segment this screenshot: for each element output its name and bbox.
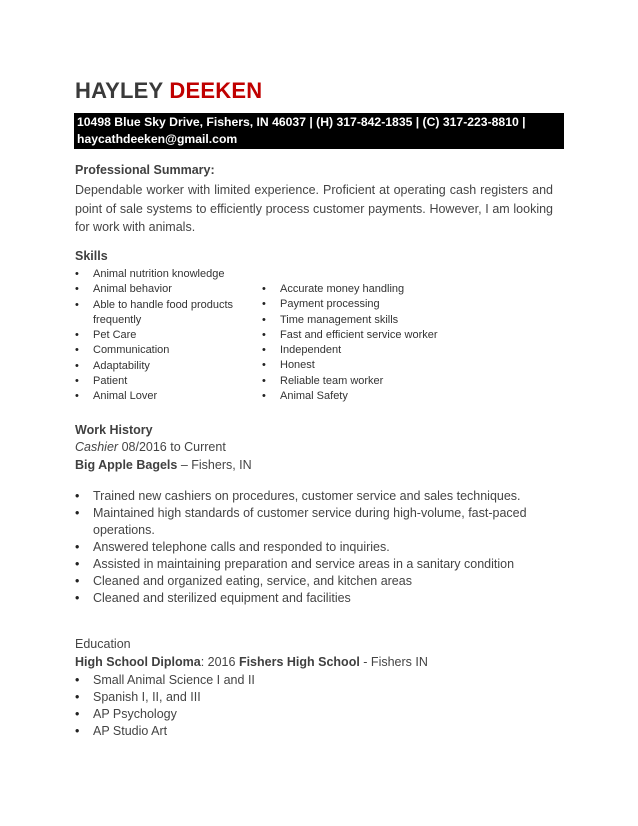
applicant-name (75, 78, 262, 104)
skill-item: • Animal nutrition knowledge (75, 267, 255, 282)
job-duties-list (75, 488, 535, 607)
course-item: • AP Psychology (75, 706, 535, 723)
skill-item: • Honest (262, 358, 482, 373)
skills-heading: Skills (75, 249, 108, 263)
education-heading: Education (75, 637, 131, 651)
skills-list-right (262, 282, 482, 404)
skills-list-left (75, 267, 255, 405)
skill-item: • Adaptability (75, 359, 255, 374)
first-name: HAYLEY (75, 78, 164, 103)
employer-line (75, 458, 252, 472)
degree-year: : 2016 (200, 655, 236, 669)
job-dates: 08/2016 to Current (121, 440, 226, 454)
skill-item: • Animal Safety (262, 389, 482, 404)
contact-bar: 10498 Blue Sky Drive, Fishers, IN 46037 | (H) 317-842-1835 | (C) 317-223-8810 | haycathdeeken@gmail.com (74, 113, 564, 149)
course-item: • AP Studio Art (75, 723, 535, 740)
course-item: • Spanish I, II, and III (75, 689, 535, 706)
degree-line (75, 655, 428, 669)
skill-item: • Animal Lover (75, 389, 255, 404)
skill-item: • Fast and efficient service worker (262, 328, 482, 343)
skill-item: • Animal behavior (75, 282, 255, 297)
skill-item: • Patient (75, 374, 255, 389)
last-name: DEEKEN (169, 78, 263, 103)
employer-name: Big Apple Bagels (75, 458, 178, 472)
summary-heading: Professional Summary: (75, 163, 215, 177)
duty-item: • Trained new cashiers on procedures, customer service and sales techniques. (75, 488, 535, 505)
course-item: • Small Animal Science I and II (75, 672, 535, 689)
school-name: Fishers High School (238, 655, 360, 669)
skill-item: • Accurate money handling (262, 282, 482, 297)
school-location: - Fishers IN (363, 655, 428, 669)
degree-name: High School Diploma (75, 655, 201, 669)
duty-item: • Cleaned and sterilized equipment and facilities (75, 590, 535, 607)
duty-item: • Answered telephone calls and responded to inquiries. (75, 539, 535, 556)
courses-list (75, 672, 535, 740)
skill-item: • Independent (262, 343, 482, 358)
skill-item: • Payment processing (262, 297, 482, 312)
job-title-line (75, 440, 226, 454)
summary-text: Dependable worker with limited experience. Proficient at operating cash registers and point of sale systems to efficiently process customer payments. However, I am looking for work with animals. (75, 183, 553, 234)
skill-item: • Able to handle food products frequently (75, 298, 255, 329)
skill-item: • Pet Care (75, 328, 255, 343)
employer-location: – Fishers, IN (180, 458, 252, 472)
skill-item: • Time management skills (262, 313, 482, 328)
duty-item: • Assisted in maintaining preparation and service areas in a sanitary condition (75, 556, 535, 573)
work-heading: Work History (75, 423, 153, 437)
skill-item: • Communication (75, 343, 255, 358)
duty-item: • Cleaned and organized eating, service, and kitchen areas (75, 573, 535, 590)
job-title: Cashier (75, 440, 119, 454)
duty-item: • Maintained high standards of customer service during high-volume, fast-paced operations. (75, 505, 535, 539)
skill-item: • Reliable team worker (262, 374, 482, 389)
